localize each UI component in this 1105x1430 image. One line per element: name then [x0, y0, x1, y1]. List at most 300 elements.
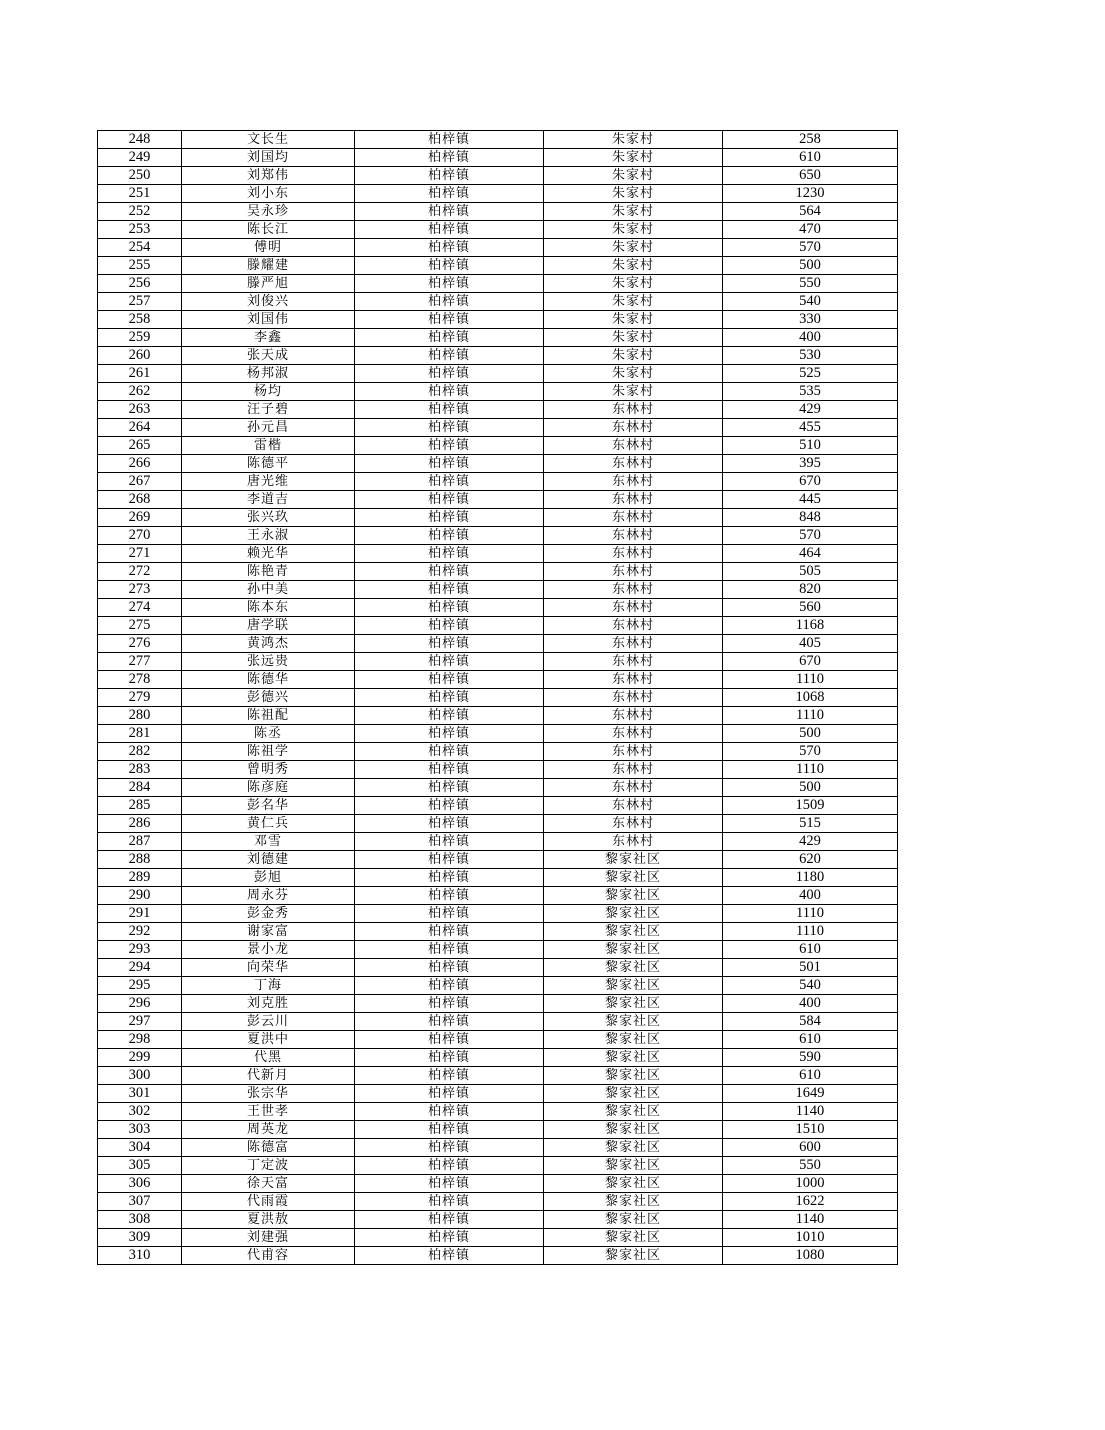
table-row — [98, 185, 898, 203]
row-number-cell: 289 — [98, 869, 182, 887]
table-row — [98, 473, 898, 491]
row-number-cell: 267 — [98, 473, 182, 491]
row-number-cell: 290 — [98, 887, 182, 905]
village-cell: 东林村 — [544, 761, 723, 779]
name-cell: 杨均 — [182, 383, 355, 401]
name-cell: 夏洪中 — [182, 1031, 355, 1049]
village-cell: 东林村 — [544, 833, 723, 851]
town-cell: 柏梓镇 — [355, 923, 544, 941]
town-cell: 柏梓镇 — [355, 1049, 544, 1067]
village-cell: 东林村 — [544, 563, 723, 581]
town-cell: 柏梓镇 — [355, 851, 544, 869]
town-cell: 柏梓镇 — [355, 1175, 544, 1193]
row-number-cell: 262 — [98, 383, 182, 401]
amount-cell: 330 — [723, 311, 898, 329]
name-cell: 陈德富 — [182, 1139, 355, 1157]
name-cell: 陈艳青 — [182, 563, 355, 581]
amount-cell: 429 — [723, 401, 898, 419]
amount-cell: 500 — [723, 725, 898, 743]
row-number-cell: 286 — [98, 815, 182, 833]
row-number-cell: 278 — [98, 671, 182, 689]
amount-cell: 400 — [723, 887, 898, 905]
row-number-cell: 299 — [98, 1049, 182, 1067]
table-row — [98, 203, 898, 221]
table-row — [98, 149, 898, 167]
village-cell: 东林村 — [544, 509, 723, 527]
row-number-cell: 259 — [98, 329, 182, 347]
town-cell: 柏梓镇 — [355, 1211, 544, 1229]
village-cell: 朱家村 — [544, 257, 723, 275]
village-cell: 朱家村 — [544, 149, 723, 167]
village-cell: 朱家村 — [544, 293, 723, 311]
amount-cell: 564 — [723, 203, 898, 221]
village-cell: 朱家村 — [544, 221, 723, 239]
row-number-cell: 302 — [98, 1103, 182, 1121]
table-row — [98, 779, 898, 797]
table-row — [98, 941, 898, 959]
town-cell: 柏梓镇 — [355, 1085, 544, 1103]
town-cell: 柏梓镇 — [355, 491, 544, 509]
table-row — [98, 437, 898, 455]
row-number-cell: 308 — [98, 1211, 182, 1229]
village-cell: 黎家社区 — [544, 1031, 723, 1049]
row-number-cell: 283 — [98, 761, 182, 779]
row-number-cell: 291 — [98, 905, 182, 923]
name-cell: 刘俊兴 — [182, 293, 355, 311]
village-cell: 黎家社区 — [544, 923, 723, 941]
village-cell: 朱家村 — [544, 185, 723, 203]
town-cell: 柏梓镇 — [355, 599, 544, 617]
village-cell: 东林村 — [544, 473, 723, 491]
name-cell: 周永芬 — [182, 887, 355, 905]
name-cell: 刘建强 — [182, 1229, 355, 1247]
table-row — [98, 923, 898, 941]
name-cell: 滕耀建 — [182, 257, 355, 275]
row-number-cell: 295 — [98, 977, 182, 995]
town-cell: 柏梓镇 — [355, 203, 544, 221]
amount-cell: 1010 — [723, 1229, 898, 1247]
row-number-cell: 279 — [98, 689, 182, 707]
table-row — [98, 635, 898, 653]
amount-cell: 501 — [723, 959, 898, 977]
row-number-cell: 249 — [98, 149, 182, 167]
name-cell: 傅明 — [182, 239, 355, 257]
row-number-cell: 294 — [98, 959, 182, 977]
table-row — [98, 1175, 898, 1193]
town-cell: 柏梓镇 — [355, 995, 544, 1013]
name-cell: 刘德建 — [182, 851, 355, 869]
table-row — [98, 797, 898, 815]
town-cell: 柏梓镇 — [355, 671, 544, 689]
row-number-cell: 250 — [98, 167, 182, 185]
amount-cell: 1000 — [723, 1175, 898, 1193]
village-cell: 东林村 — [544, 599, 723, 617]
row-number-cell: 263 — [98, 401, 182, 419]
amount-cell: 820 — [723, 581, 898, 599]
town-cell: 柏梓镇 — [355, 1121, 544, 1139]
table-row — [98, 1085, 898, 1103]
village-cell: 东林村 — [544, 437, 723, 455]
name-cell: 孙元昌 — [182, 419, 355, 437]
row-number-cell: 258 — [98, 311, 182, 329]
name-cell: 张天成 — [182, 347, 355, 365]
town-cell: 柏梓镇 — [355, 1247, 544, 1265]
village-cell: 黎家社区 — [544, 1103, 723, 1121]
table-row — [98, 959, 898, 977]
amount-cell: 540 — [723, 293, 898, 311]
town-cell: 柏梓镇 — [355, 509, 544, 527]
village-cell: 东林村 — [544, 689, 723, 707]
amount-cell: 1110 — [723, 671, 898, 689]
amount-cell: 429 — [723, 833, 898, 851]
amount-cell: 445 — [723, 491, 898, 509]
table-row — [98, 509, 898, 527]
table-row — [98, 1121, 898, 1139]
table-row — [98, 131, 898, 149]
village-cell: 朱家村 — [544, 383, 723, 401]
amount-cell: 400 — [723, 995, 898, 1013]
name-cell: 赖光华 — [182, 545, 355, 563]
village-cell: 黎家社区 — [544, 977, 723, 995]
row-number-cell: 271 — [98, 545, 182, 563]
table-row — [98, 563, 898, 581]
name-cell: 刘国伟 — [182, 311, 355, 329]
amount-cell: 395 — [723, 455, 898, 473]
row-number-cell: 261 — [98, 365, 182, 383]
table-row — [98, 527, 898, 545]
village-cell: 东林村 — [544, 617, 723, 635]
town-cell: 柏梓镇 — [355, 1103, 544, 1121]
village-cell: 黎家社区 — [544, 1157, 723, 1175]
row-number-cell: 248 — [98, 131, 182, 149]
amount-cell: 670 — [723, 653, 898, 671]
table-row — [98, 491, 898, 509]
village-cell: 黎家社区 — [544, 905, 723, 923]
table-row — [98, 419, 898, 437]
row-number-cell: 256 — [98, 275, 182, 293]
name-cell: 丁定波 — [182, 1157, 355, 1175]
amount-cell: 590 — [723, 1049, 898, 1067]
row-number-cell: 275 — [98, 617, 182, 635]
name-cell: 张远贵 — [182, 653, 355, 671]
amount-cell: 258 — [723, 131, 898, 149]
town-cell: 柏梓镇 — [355, 167, 544, 185]
name-cell: 陈德平 — [182, 455, 355, 473]
amount-cell: 530 — [723, 347, 898, 365]
row-number-cell: 285 — [98, 797, 182, 815]
village-cell: 朱家村 — [544, 167, 723, 185]
amount-cell: 1068 — [723, 689, 898, 707]
amount-cell: 1110 — [723, 923, 898, 941]
amount-cell: 525 — [723, 365, 898, 383]
row-number-cell: 298 — [98, 1031, 182, 1049]
name-cell: 彭金秀 — [182, 905, 355, 923]
row-number-cell: 301 — [98, 1085, 182, 1103]
town-cell: 柏梓镇 — [355, 707, 544, 725]
town-cell: 柏梓镇 — [355, 473, 544, 491]
name-cell: 陈本东 — [182, 599, 355, 617]
table-row — [98, 401, 898, 419]
name-cell: 滕严旭 — [182, 275, 355, 293]
name-cell: 代黑 — [182, 1049, 355, 1067]
table-row — [98, 761, 898, 779]
row-number-cell: 273 — [98, 581, 182, 599]
name-cell: 陈长江 — [182, 221, 355, 239]
table-row — [98, 887, 898, 905]
amount-cell: 610 — [723, 149, 898, 167]
row-number-cell: 276 — [98, 635, 182, 653]
village-cell: 朱家村 — [544, 203, 723, 221]
row-number-cell: 252 — [98, 203, 182, 221]
village-cell: 黎家社区 — [544, 1211, 723, 1229]
name-cell: 张宗华 — [182, 1085, 355, 1103]
name-cell: 王永淑 — [182, 527, 355, 545]
row-number-cell: 296 — [98, 995, 182, 1013]
name-cell: 陈彦庭 — [182, 779, 355, 797]
amount-cell: 500 — [723, 779, 898, 797]
row-number-cell: 264 — [98, 419, 182, 437]
amount-cell: 620 — [723, 851, 898, 869]
table-row — [98, 995, 898, 1013]
town-cell: 柏梓镇 — [355, 959, 544, 977]
name-cell: 陈丞 — [182, 725, 355, 743]
amount-cell: 650 — [723, 167, 898, 185]
town-cell: 柏梓镇 — [355, 419, 544, 437]
amount-cell: 540 — [723, 977, 898, 995]
town-cell: 柏梓镇 — [355, 635, 544, 653]
amount-cell: 600 — [723, 1139, 898, 1157]
name-cell: 王世孝 — [182, 1103, 355, 1121]
row-number-cell: 266 — [98, 455, 182, 473]
row-number-cell: 310 — [98, 1247, 182, 1265]
name-cell: 代甫容 — [182, 1247, 355, 1265]
village-cell: 东林村 — [544, 491, 723, 509]
table-row — [98, 275, 898, 293]
village-cell: 东林村 — [544, 455, 723, 473]
name-cell: 雷楷 — [182, 437, 355, 455]
row-number-cell: 293 — [98, 941, 182, 959]
table-row — [98, 617, 898, 635]
town-cell: 柏梓镇 — [355, 869, 544, 887]
village-cell: 黎家社区 — [544, 1139, 723, 1157]
amount-cell: 464 — [723, 545, 898, 563]
row-number-cell: 287 — [98, 833, 182, 851]
town-cell: 柏梓镇 — [355, 743, 544, 761]
row-number-cell: 265 — [98, 437, 182, 455]
village-cell: 东林村 — [544, 797, 723, 815]
town-cell: 柏梓镇 — [355, 1157, 544, 1175]
name-cell: 黄鸿杰 — [182, 635, 355, 653]
name-cell: 彭旭 — [182, 869, 355, 887]
name-cell: 黄仁兵 — [182, 815, 355, 833]
village-cell: 朱家村 — [544, 365, 723, 383]
row-number-cell: 253 — [98, 221, 182, 239]
amount-cell: 610 — [723, 1031, 898, 1049]
town-cell: 柏梓镇 — [355, 437, 544, 455]
row-number-cell: 309 — [98, 1229, 182, 1247]
row-number-cell: 300 — [98, 1067, 182, 1085]
table-row — [98, 383, 898, 401]
amount-cell: 1110 — [723, 761, 898, 779]
row-number-cell: 304 — [98, 1139, 182, 1157]
row-number-cell: 305 — [98, 1157, 182, 1175]
town-cell: 柏梓镇 — [355, 149, 544, 167]
village-cell: 朱家村 — [544, 347, 723, 365]
town-cell: 柏梓镇 — [355, 185, 544, 203]
village-cell: 黎家社区 — [544, 1229, 723, 1247]
amount-cell: 1622 — [723, 1193, 898, 1211]
amount-cell: 570 — [723, 527, 898, 545]
table-row — [98, 1157, 898, 1175]
town-cell: 柏梓镇 — [355, 131, 544, 149]
name-cell: 唐光维 — [182, 473, 355, 491]
name-cell: 周英龙 — [182, 1121, 355, 1139]
name-cell: 丁海 — [182, 977, 355, 995]
name-cell: 陈祖学 — [182, 743, 355, 761]
table-row — [98, 1139, 898, 1157]
table-row — [98, 905, 898, 923]
town-cell: 柏梓镇 — [355, 725, 544, 743]
table-row — [98, 689, 898, 707]
town-cell: 柏梓镇 — [355, 1139, 544, 1157]
village-cell: 黎家社区 — [544, 851, 723, 869]
amount-cell: 1230 — [723, 185, 898, 203]
name-cell: 代雨霞 — [182, 1193, 355, 1211]
amount-cell: 1140 — [723, 1211, 898, 1229]
amount-cell: 550 — [723, 275, 898, 293]
village-cell: 朱家村 — [544, 329, 723, 347]
row-number-cell: 292 — [98, 923, 182, 941]
town-cell: 柏梓镇 — [355, 221, 544, 239]
name-cell: 徐天富 — [182, 1175, 355, 1193]
table-row — [98, 239, 898, 257]
name-cell: 景小龙 — [182, 941, 355, 959]
name-cell: 刘小东 — [182, 185, 355, 203]
row-number-cell: 303 — [98, 1121, 182, 1139]
amount-cell: 1180 — [723, 869, 898, 887]
table-row — [98, 545, 898, 563]
table-row — [98, 1049, 898, 1067]
town-cell: 柏梓镇 — [355, 329, 544, 347]
village-cell: 黎家社区 — [544, 941, 723, 959]
table-row — [98, 671, 898, 689]
name-cell: 向荣华 — [182, 959, 355, 977]
table-row — [98, 455, 898, 473]
row-number-cell: 274 — [98, 599, 182, 617]
name-cell: 李道吉 — [182, 491, 355, 509]
row-number-cell: 297 — [98, 1013, 182, 1031]
row-number-cell: 272 — [98, 563, 182, 581]
village-cell: 东林村 — [544, 725, 723, 743]
town-cell: 柏梓镇 — [355, 617, 544, 635]
amount-cell: 1080 — [723, 1247, 898, 1265]
town-cell: 柏梓镇 — [355, 383, 544, 401]
table-row — [98, 347, 898, 365]
village-cell: 东林村 — [544, 671, 723, 689]
name-cell: 曾明秀 — [182, 761, 355, 779]
amount-cell: 1110 — [723, 707, 898, 725]
table-row — [98, 743, 898, 761]
village-cell: 东林村 — [544, 545, 723, 563]
town-cell: 柏梓镇 — [355, 905, 544, 923]
table-row — [98, 1103, 898, 1121]
town-cell: 柏梓镇 — [355, 311, 544, 329]
amount-cell: 470 — [723, 221, 898, 239]
village-cell: 东林村 — [544, 653, 723, 671]
amount-cell: 535 — [723, 383, 898, 401]
village-cell: 东林村 — [544, 707, 723, 725]
row-number-cell: 270 — [98, 527, 182, 545]
name-cell: 谢家富 — [182, 923, 355, 941]
village-cell: 黎家社区 — [544, 869, 723, 887]
name-cell: 文长生 — [182, 131, 355, 149]
village-cell: 东林村 — [544, 401, 723, 419]
village-cell: 东林村 — [544, 743, 723, 761]
amount-cell: 1110 — [723, 905, 898, 923]
amount-cell: 848 — [723, 509, 898, 527]
table-row — [98, 1193, 898, 1211]
row-number-cell: 255 — [98, 257, 182, 275]
name-cell: 彭云川 — [182, 1013, 355, 1031]
amount-cell: 1168 — [723, 617, 898, 635]
row-number-cell: 284 — [98, 779, 182, 797]
town-cell: 柏梓镇 — [355, 365, 544, 383]
town-cell: 柏梓镇 — [355, 581, 544, 599]
name-cell: 唐学联 — [182, 617, 355, 635]
village-cell: 东林村 — [544, 527, 723, 545]
name-cell: 刘郑伟 — [182, 167, 355, 185]
amount-cell: 584 — [723, 1013, 898, 1031]
name-cell: 吴永珍 — [182, 203, 355, 221]
name-cell: 邓雪 — [182, 833, 355, 851]
row-number-cell: 307 — [98, 1193, 182, 1211]
row-number-cell: 254 — [98, 239, 182, 257]
amount-cell: 505 — [723, 563, 898, 581]
table-row — [98, 365, 898, 383]
town-cell: 柏梓镇 — [355, 257, 544, 275]
name-cell: 陈德华 — [182, 671, 355, 689]
row-number-cell: 277 — [98, 653, 182, 671]
amount-cell: 455 — [723, 419, 898, 437]
amount-cell: 500 — [723, 257, 898, 275]
town-cell: 柏梓镇 — [355, 977, 544, 995]
table-row — [98, 707, 898, 725]
village-cell: 东林村 — [544, 581, 723, 599]
village-cell: 黎家社区 — [544, 959, 723, 977]
amount-cell: 610 — [723, 941, 898, 959]
row-number-cell: 306 — [98, 1175, 182, 1193]
town-cell: 柏梓镇 — [355, 401, 544, 419]
table-row — [98, 257, 898, 275]
amount-cell: 570 — [723, 743, 898, 761]
village-cell: 东林村 — [544, 779, 723, 797]
village-cell: 东林村 — [544, 419, 723, 437]
village-cell: 黎家社区 — [544, 1085, 723, 1103]
row-number-cell: 280 — [98, 707, 182, 725]
name-cell: 李鑫 — [182, 329, 355, 347]
row-number-cell: 288 — [98, 851, 182, 869]
name-cell: 汪子碧 — [182, 401, 355, 419]
name-cell: 张兴玖 — [182, 509, 355, 527]
table-row — [98, 311, 898, 329]
row-number-cell: 269 — [98, 509, 182, 527]
village-cell: 黎家社区 — [544, 887, 723, 905]
name-cell: 彭名华 — [182, 797, 355, 815]
town-cell: 柏梓镇 — [355, 1067, 544, 1085]
amount-cell: 400 — [723, 329, 898, 347]
amount-cell: 515 — [723, 815, 898, 833]
town-cell: 柏梓镇 — [355, 293, 544, 311]
